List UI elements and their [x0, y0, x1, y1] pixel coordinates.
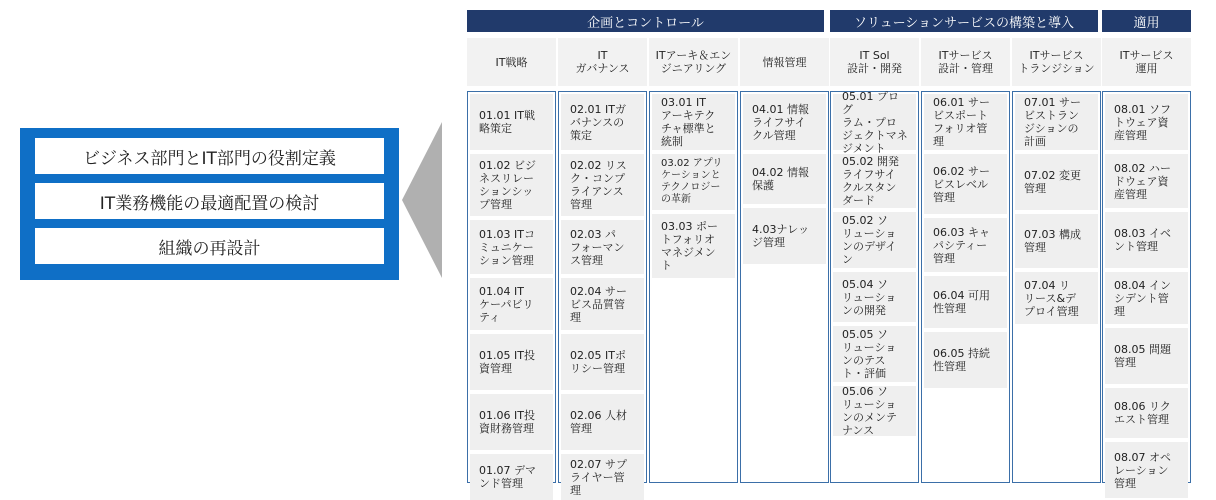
left-pointer-arrow-icon: [402, 122, 446, 278]
function-cell: 08.05 問題 管理: [1105, 328, 1188, 384]
function-cell: 01.04 IT ケーパビリ ティ: [470, 278, 553, 330]
function-cell: 01.06 IT投 資財務管理: [470, 394, 553, 450]
column-body-it-architecture: [649, 91, 738, 483]
it-function-diagram: [467, 10, 1191, 497]
group-solution-services: ソリューションサービスの構築と導入: [830, 10, 1098, 32]
function-cell: 08.07 オペ レーション 管理: [1105, 442, 1188, 498]
left-panel: [20, 128, 399, 280]
function-cell: 06.05 持続 性管理: [924, 332, 1007, 388]
column-header-it-sol-design: IT Sol 設計・開発: [830, 38, 919, 86]
function-cell: 07.01 サー ビストラン ジションの 計画: [1015, 94, 1098, 150]
function-cell: 05.06 ソ リューショ ンのメンテ ナンス: [833, 386, 916, 436]
function-cell: 01.07 デマ ンド管理: [470, 454, 553, 500]
function-cell: 03.01 IT アーキテク チャ標準と 統制: [652, 94, 735, 150]
function-cell: 06.01 サー ビスポート フォリオ管 理: [924, 94, 1007, 150]
function-cell: 04.01 情報 ライフサイ クル管理: [743, 94, 826, 150]
column-body-information-management: [740, 91, 829, 483]
function-cell: 01.05 IT投 資管理: [470, 334, 553, 390]
function-cell: 08.01 ソフ トウェア資 産管理: [1105, 94, 1188, 150]
function-cell: 02.01 ITガ バナンスの 策定: [561, 94, 644, 150]
function-cell: 08.06 リク エスト管理: [1105, 388, 1188, 438]
function-cell: 08.04 イン シデント管 理: [1105, 272, 1188, 324]
function-cell: 06.03 キャ パシティー 管理: [924, 218, 1007, 272]
column-header-it-architecture: ITアーキ＆エン ジニアリング: [649, 38, 738, 86]
function-cell: 02.04 サー ビス品質管 理: [561, 278, 644, 330]
function-cell: 01.03 ITコ ミュニケー ション管理: [470, 220, 553, 274]
function-cell: 4.03ナレッ ジ管理: [743, 208, 826, 264]
function-cell: 05.04 ソ リューショ ンの開発: [833, 272, 916, 322]
column-body-it-service-transition: [1012, 91, 1101, 483]
column-header-it-service-design: ITサービス 設計・管理: [921, 38, 1010, 86]
function-cell: 01.02 ビジ ネスリレー ションシッ プ管理: [470, 154, 553, 216]
group-planning-control: 企画とコントロール: [467, 10, 824, 32]
function-cell: 02.07 サプ ライヤー管 理: [561, 454, 644, 500]
column-body-it-service-design: [921, 91, 1010, 483]
column-header-information-management: 情報管理: [740, 38, 829, 86]
function-cell: 02.05 ITポ リシー管理: [561, 334, 644, 390]
function-cell: 02.03 パ フォーマン ス管理: [561, 220, 644, 274]
group-operations: 適用: [1102, 10, 1191, 32]
column-body-it-strategy: [467, 91, 556, 490]
function-cell: 02.02 リス ク・コンプ ライアンス 管理: [561, 154, 644, 216]
function-cell: 05.01 プログ ラム・プロ ジェクトマネ ジメント: [833, 94, 916, 150]
function-cell: 05.05 ソ リューショ ンのテス ト・評価: [833, 326, 916, 382]
column-header-it-service-operations: ITサービス 運用: [1102, 38, 1191, 86]
function-cell: 06.02 サー ビスレベル 管理: [924, 154, 1007, 214]
function-cell: 08.03 イベ ント管理: [1105, 212, 1188, 268]
function-cell: 07.03 構成 管理: [1015, 214, 1098, 268]
column-header-it-service-transition: ITサービス トランジション: [1012, 38, 1101, 86]
panel-item-role-definition: ビジネス部門とIT部門の役割定義: [35, 138, 384, 174]
function-cell: 07.02 変更 管理: [1015, 154, 1098, 210]
panel-item-function-placement: IT業務機能の最適配置の検討: [35, 183, 384, 219]
column-body-it-governance: [558, 91, 647, 497]
function-cell: 07.04 リ リース&デ プロイ管理: [1015, 272, 1098, 324]
panel-item-org-redesign: 組織の再設計: [35, 228, 384, 264]
function-cell: 01.01 IT戦 略策定: [470, 94, 553, 150]
function-cell: 03.02 アプリ ケーションと テクノロジー の革新: [652, 154, 735, 210]
function-cell: 02.06 人材 管理: [561, 394, 644, 450]
function-cell: 03.03 ポー トフォリオ マネジメン ト: [652, 214, 735, 278]
column-header-it-strategy: IT戦略: [467, 38, 556, 86]
function-cell: 06.04 可用 性管理: [924, 276, 1007, 328]
column-body-it-sol-design: [830, 91, 919, 483]
function-cell: 05.02 開発 ライフサイ クルスタン ダード: [833, 154, 916, 208]
column-header-it-governance: IT ガバナンス: [558, 38, 647, 86]
function-cell: 04.02 情報 保護: [743, 154, 826, 204]
column-body-it-service-operations: [1102, 91, 1191, 490]
function-cell: 05.02 ソ リューショ ンのデザイ ン: [833, 212, 916, 268]
function-cell: 08.02 ハー ドウェア資 産管理: [1105, 154, 1188, 208]
